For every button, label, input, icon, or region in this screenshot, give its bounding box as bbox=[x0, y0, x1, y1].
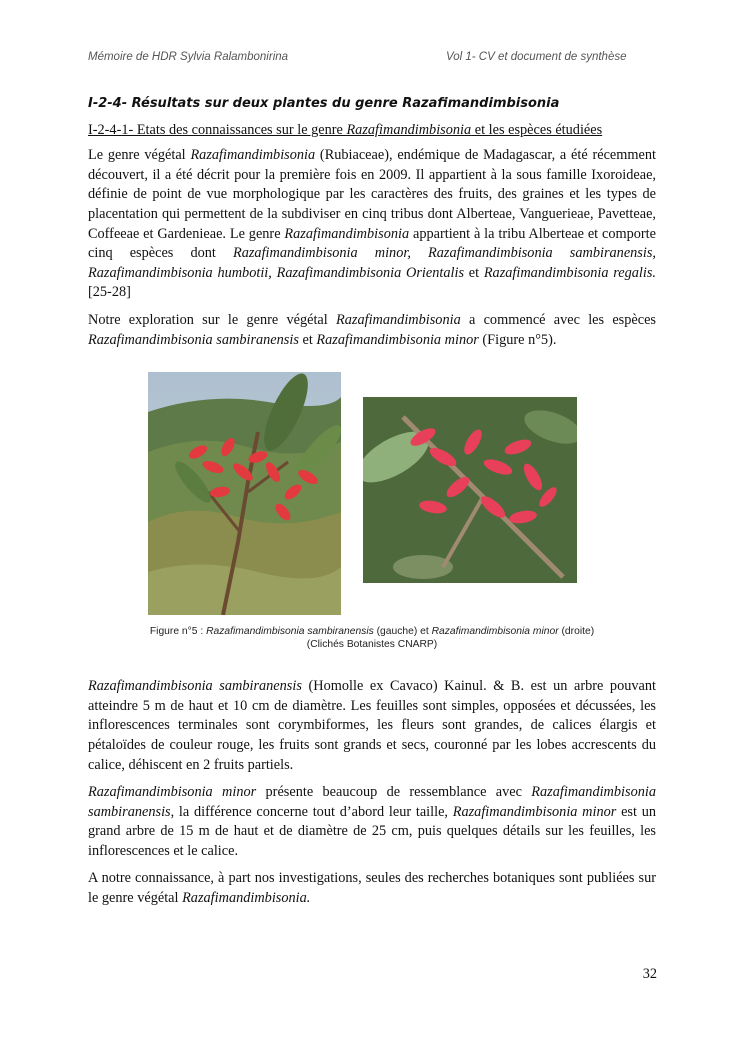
subsection-genus: Razafimandimbisonia bbox=[346, 121, 472, 138]
caption-credit: (Clichés Botanistes CNARP) bbox=[306, 638, 438, 650]
text-run: Le genre végétal bbox=[88, 147, 191, 164]
running-header-right: Vol 1- CV et document de synthèse bbox=[446, 51, 627, 63]
text-run: et bbox=[464, 264, 484, 281]
subsection-title bbox=[88, 121, 656, 141]
page-body bbox=[88, 94, 656, 917]
text-run: appartient à la tribu Alberteae et comporte cinq espèces dont bbox=[88, 225, 656, 262]
text-run: (Homolle ex Cavaco) Kainul. & B. est un arbre pouvant atteindre 5 m de haut et 10 cm de diamètre. Les feuilles sont simples, opposées et décussées, les inflorescences terminales sont corymbiformes, les fleurs sont grandes, de calices élargis et pétaloïdes de couleur rouge, les fruits sont grands et secs, couronné par les lobes accrescents du calice, déhiscent en 2 fruits partiels. bbox=[88, 678, 656, 773]
paragraph-genus-description bbox=[88, 146, 656, 303]
paragraph-conclusion bbox=[88, 869, 656, 908]
text-run: est un grand arbre de 15 m de haut et de diamètre de 25 cm, puis quelques détails sur les feuilles, les inflorescences et le calice. bbox=[88, 803, 656, 859]
italic-run: Razafimandimbisonia bbox=[190, 147, 316, 164]
italic-run: Razafimandimbisonia minor bbox=[452, 803, 617, 820]
text-run: a commencé avec les espèces bbox=[460, 311, 656, 328]
caption-label: Figure n°5 : bbox=[149, 626, 207, 638]
italic-run: Razafimandimbisonia bbox=[284, 225, 410, 242]
text-run: et bbox=[298, 331, 317, 348]
page-number: 32 bbox=[642, 966, 657, 982]
text-run: A notre connaissance, à part nos investigations, seules des recherches botaniques sont publiées sur le genre végétal bbox=[88, 870, 656, 907]
caption-species-2: Razafimandimbisonia minor bbox=[431, 626, 559, 638]
caption-species-1: Razafimandimbisonia sambiranensis bbox=[206, 626, 374, 638]
text-run: (Figure n°5). bbox=[478, 331, 557, 348]
text-run: Notre exploration sur le genre végétal bbox=[88, 311, 337, 328]
caption-text: (droite) bbox=[558, 626, 595, 638]
italic-run: Razafimandimbisonia sambiranensis bbox=[88, 678, 302, 695]
italic-run: Razafimandimbisonia minor, Razafimandimbisonia sambiranensis, Razafimandimbisonia humbotii, Razafimandimbisonia Orientalis bbox=[88, 245, 656, 281]
running-header-left: Mémoire de HDR Sylvia Ralambonirina bbox=[88, 51, 289, 63]
subsection-suffix: et les espèces étudiées bbox=[471, 121, 603, 138]
paragraph-minor bbox=[88, 783, 656, 861]
paragraph-sambiranensis bbox=[88, 677, 656, 775]
italic-run: Razafimandimbisonia. bbox=[182, 890, 311, 907]
photo-sambiranensis bbox=[148, 372, 341, 615]
italic-run: Razafimandimbisonia minor bbox=[316, 331, 479, 348]
text-run: présente beaucoup de ressemblance avec bbox=[256, 784, 532, 801]
paragraph-exploration bbox=[88, 311, 656, 350]
caption-text: (gauche) et bbox=[373, 626, 432, 638]
text-run: , la différence concerne tout d’abord leur taille, bbox=[170, 803, 453, 820]
photo-minor bbox=[363, 397, 577, 583]
italic-run: Razafimandimbisonia bbox=[336, 311, 461, 328]
text-run: [25-28] bbox=[88, 284, 131, 301]
subsection-prefix: I-2-4-1- Etats des connaissances sur le genre bbox=[88, 121, 347, 138]
figure-caption bbox=[88, 626, 656, 651]
italic-run: Razafimandimbisonia regalis. bbox=[483, 264, 657, 281]
section-title: I-2-4- Résultats sur deux plantes du genre Razafimandimbisonia bbox=[88, 96, 560, 111]
figure-5-photos bbox=[88, 372, 656, 618]
text-run: (Rubiaceae), endémique de Madagascar, a été récemment découvert, il a été décrit pour la première fois en 2009. Il appartient à la sous famille Ixoroideae, définie de point de vue morphologique par les caractères des fruits, des graines et les types de placentation qui permettent de la subdiviser en cinq tribus dont Alberteae, Vanguerieae, Pavetteae, Coffeeae et Gardenieae. Le genre bbox=[88, 147, 656, 242]
italic-run: Razafimandimbisonia minor bbox=[88, 784, 257, 801]
italic-run: Razafimandimbisonia sambiranensis bbox=[88, 331, 299, 348]
caption-line bbox=[88, 626, 656, 639]
italic-run: Razafimandimbisonia sambiranensis bbox=[88, 784, 656, 820]
